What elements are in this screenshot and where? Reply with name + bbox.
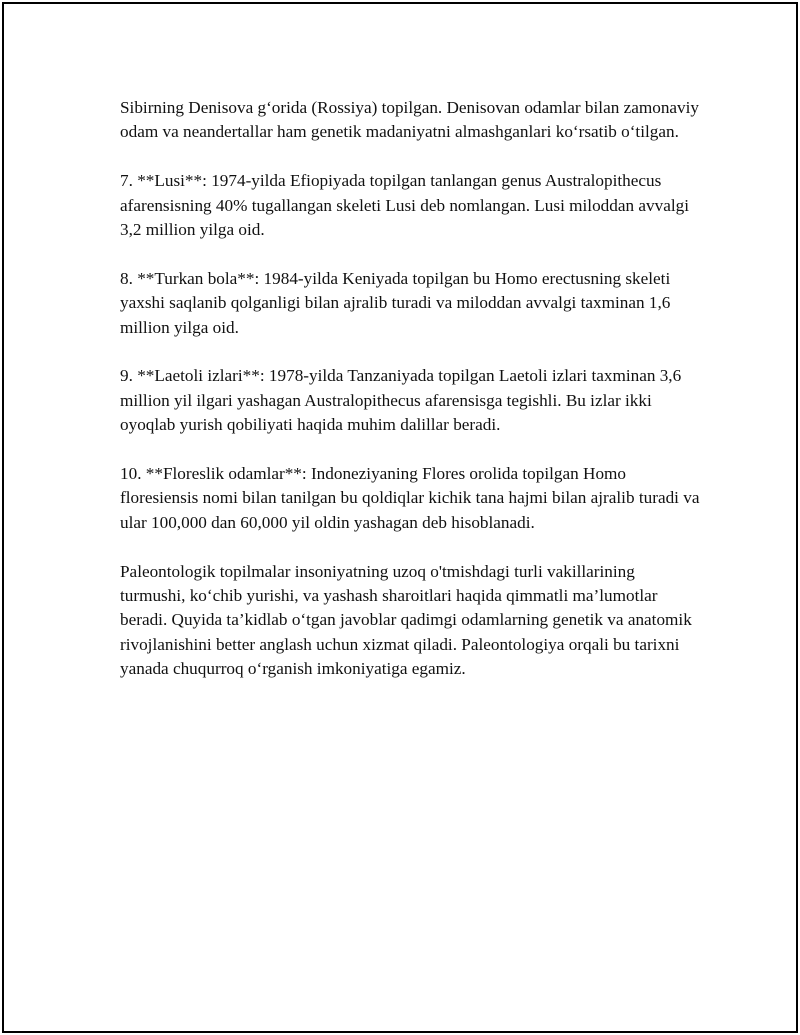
paragraph-floreslik-odamlar: 10. **Floreslik odamlar**: Indoneziyaning Flores orolida topilgan Homo floresiensis nomi bilan tanilgan bu qoldiqlar kichik tana hajmi bilan ajralib turadi va ular 100,000 dan 60,000 yil oldin yashagan deb hisoblanadi. xyxy=(120,464,700,532)
document-body xyxy=(120,96,700,682)
paragraph-conclusion: Paleontologik topilmalar insoniyatning uzoq o'tmishdagi turli vakillarining turmushi, ko‘chib yurishi, va yashash sharoitlari haqida qimmatli ma’lumotlar beradi. Quyida ta’kidlab o‘tgan javoblar qadimgi odamlarning genetik va anatomik rivojlanishini better anglash uchun xizmat qiladi. Paleontologiya orqali bu tarixni yanada chuqurroq o‘rganish imkoniyatiga egamiz. xyxy=(120,561,692,679)
document-page xyxy=(2,2,798,1033)
paragraph-laetoli-izlari: 9. **Laetoli izlari**: 1978-yilda Tanzaniyada topilgan Laetoli izlari taxminan 3,6 million yil ilgari yashagan Australopithecus afarensisga tegishli. Bu izlar ikki oyoqlab yurish qobiliyati haqida muhim dalillar beradi. xyxy=(120,366,682,435)
paragraph-denisova-continuation: Sibirning Denisova g‘orida (Rossiya) topilgan. Denisovan odamlar bilan zamonaviy odam va neandertallar ham genetik madaniyatni almashganlari ko‘rsatib o‘tilgan. xyxy=(120,98,700,142)
paragraph-lusi: 7. **Lusi**: 1974-yilda Efiopiyada topilgan tanlangan genus Australopithecus afarensisning 40% tugallangan skeleti Lusi deb nomlangan. Lusi miloddan avvalgi 3,2 million yilga oid. xyxy=(120,171,689,240)
paragraph-turkan-bola: 8. **Turkan bola**: 1984-yilda Keniyada topilgan bu Homo erectusning skeleti yaxshi saqlanib qolganligi bilan ajralib turadi va miloddan avvalgi taxminan 1,6 million yilga oid. xyxy=(120,268,671,337)
